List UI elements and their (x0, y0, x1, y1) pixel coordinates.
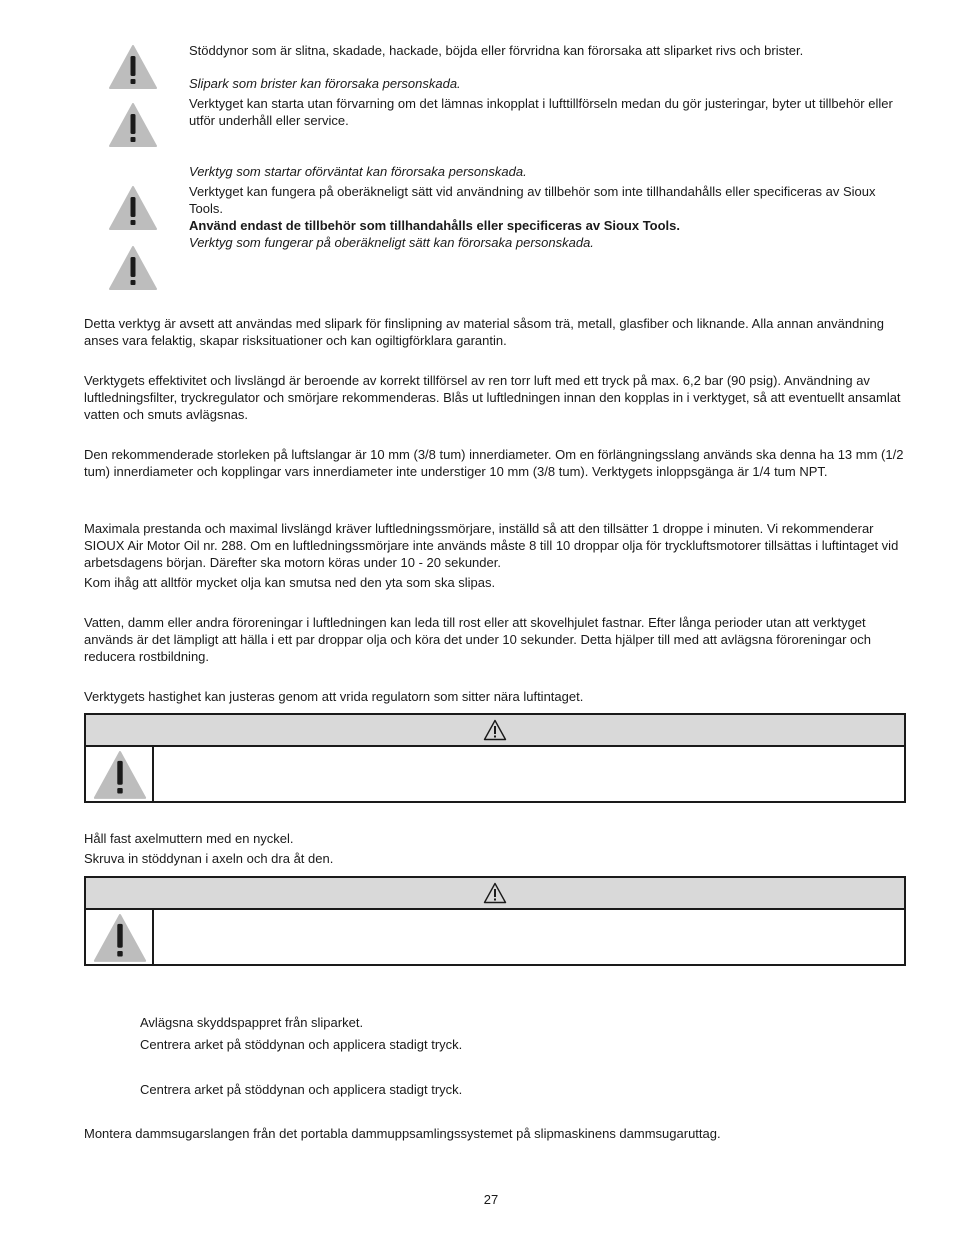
warning-consequence: Verktyg som startar oförväntat kan förorsaka personskada. (189, 164, 527, 179)
step-item: Centrera arket på stöddynan och applicera stadigt tryck. (140, 1037, 463, 1052)
alert-triangle-icon (483, 719, 507, 741)
warning-icon (92, 750, 148, 800)
step-item: Skruva in stöddynan i axeln och dra åt den. (84, 851, 334, 866)
warning-text: Verktyget kan starta utan förvarning om det lämnas inkopplat i lufttillförseln medan du gör justeringar, byter ut tillbehör eller utför underhåll eller service. (189, 96, 893, 128)
paragraph-hose-size: Den rekommenderade storleken på luftslangar är 10 mm (3/8 tum) innerdiameter. Om en förlängningsslang används ska denna ha 13 mm (1/2 tum) innerdiameter och kopplingar vars innerdiameter inte understiger 10 mm (3/8 tum). Verktygets inloppsgänga är 1/4 tum NPT. (84, 447, 904, 479)
warning-box (84, 713, 906, 803)
page-number: 27 (483, 1192, 499, 1207)
warning-text: Verktyget kan fungera på oberäkneligt sätt vid användning av tillbehör som inte tillhandahålls eller specificeras av Sioux Tools. (189, 184, 876, 216)
paragraph-air-supply: Verktygets effektivitet och livslängd är beroende av korrekt tillförsel av ren torr luft med ett tryck på max. 6,2 bar (90 psig). Användning av luftledningsfilter, tryckregulator och smörjare rekommenderas. Blås ut luftledningen innan den kopplas in i verktyget, så att eventuellt ansamlat vatten och smuts avlägsnas. (84, 373, 901, 422)
warning-consequence: Slipark som brister kan förorsaka personskada. (189, 76, 461, 91)
paragraph-speed: Verktygets hastighet kan justeras genom att vrida regulatorn som sitter nära luftintaget. (84, 689, 584, 704)
warning-box-header (86, 878, 904, 910)
warning-icon (108, 102, 158, 148)
warning-box-body (86, 910, 904, 964)
warning-box (84, 876, 906, 966)
step-item: Håll fast axelmuttern med en nyckel. (84, 831, 294, 846)
paragraph-intended-use: Detta verktyg är avsett att användas med slipark för finslipning av material såsom trä, metall, glasfiber och liknande. Alla annan användning anses vara felaktig, skapar risksituationer och kan ogiltigförklara garantin. (84, 316, 884, 348)
warning-consequence: Verktyg som fungerar på oberäkneligt sätt kan förorsaka personskada. (189, 235, 594, 250)
paragraph-lubrication: Maximala prestanda och maximal livslängd kräver luftledningssmörjare, inställd så att den tillsätter 1 droppe i minuten. Vi rekommenderar SIOUX Air Motor Oil nr. 288. Om en luftledningssmörjare inte används måste 8 till 10 droppar olja för tryckluftsmotorer tillsättas i luftintaget vid arbetsdagens början. Därefter ska motorn köras under 10 - 20 sekunder. (84, 521, 899, 570)
paragraph-contaminants: Vatten, damm eller andra föroreningar i luftledningen kan leda till rost eller att skovelhjulet fastnar. Efter långa perioder utan att verktyget används är det lämpligt att hälla i ett par droppar olja och köra det under 10 sekunder. Detta hjälper till med att avlägsna föroreningar och reducera rostbildning. (84, 615, 871, 664)
paragraph-dust-hose: Montera dammsugarslangen från det portabla dammuppsamlingssystemet på slipmaskinens dammsugaruttag. (84, 1126, 721, 1141)
warning-text: Stöddynor som är slitna, skadade, hackade, böjda eller förvridna kan förorsaka att sliparket rivs och brister. (189, 43, 804, 58)
warning-box-header (86, 715, 904, 747)
warning-icon (108, 185, 158, 231)
step-item: Centrera arket på stöddynan och applicera stadigt tryck. (140, 1082, 463, 1097)
warning-instruction: Använd endast de tillbehör som tillhandahålls eller specificeras av Sioux Tools. (189, 218, 681, 233)
alert-triangle-icon (483, 882, 507, 904)
paragraph-oil-note: Kom ihåg att alltför mycket olja kan smutsa ned den yta som ska slipas. (84, 575, 496, 590)
warning-icon (108, 44, 158, 90)
warning-icon (108, 245, 158, 291)
warning-icon (92, 913, 148, 963)
warning-box-body (86, 747, 904, 801)
step-item: Avlägsna skyddspappret från sliparket. (140, 1015, 364, 1030)
